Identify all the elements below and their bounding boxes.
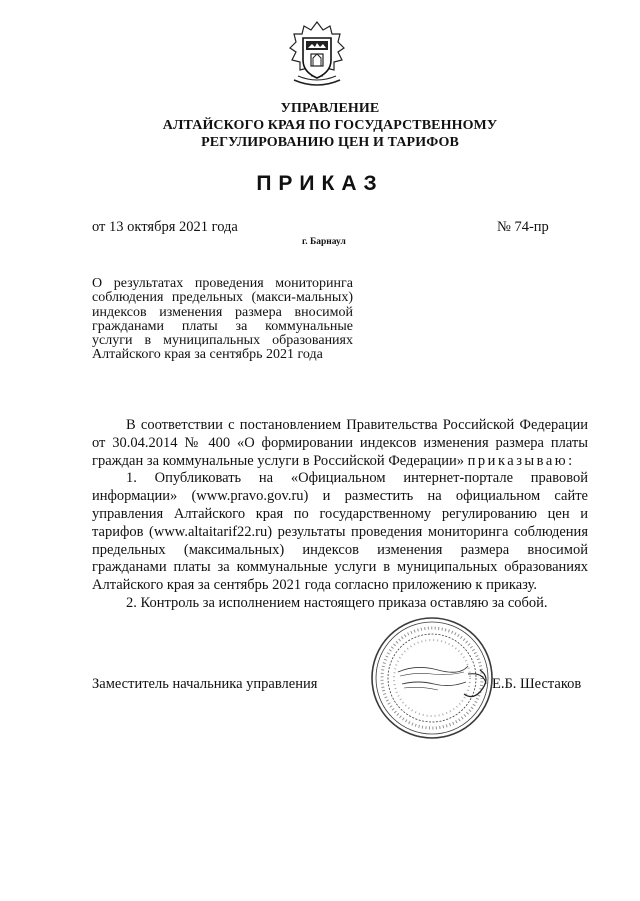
body-item-1: 1. Опубликовать на «Официальном интернет-портале правовой информации» (www.pravo.gov.ru) и разместить на официальном сайте управления Алтайского края по государственному регулированию цен и тарифов (www.altaitarif22.ru) результаты проведения мониторинга соблюдения предельных (максимальных) индексов изменения размера вносимой гражданами платы за коммунальные услуги в муниципальных образованиях Алтайского края за сентябрь 2021 года согласно приложению к приказу. bbox=[92, 470, 588, 594]
document-number: № 74-пр bbox=[497, 219, 549, 235]
org-line-2: АЛТАЙСКОГО КРАЯ ПО ГОСУДАРСТВЕННОМУ bbox=[162, 118, 498, 133]
body-preamble bbox=[92, 417, 588, 470]
document-body bbox=[92, 417, 588, 613]
document-date: от 13 октября 2021 года bbox=[92, 219, 238, 235]
order-word: приказываю: bbox=[467, 452, 575, 469]
preamble-text: В соответствии с постановлением Правительства Российской Федерации от 30.04.2014 № 400 «О формировании индексов изменения размера платы граждан за коммунальные услуги в Российской Федерации» bbox=[92, 417, 588, 469]
organization-name bbox=[100, 100, 560, 151]
org-line-1: УПРАВЛЕНИЕ bbox=[280, 101, 380, 116]
body-item-2: 2. Контроль за исполнением настоящего приказа оставляю за собой. bbox=[126, 594, 548, 611]
org-line-3: РЕГУЛИРОВАНИЮ ЦЕН И ТАРИФОВ bbox=[201, 135, 459, 150]
document-type-title: ПРИКАЗ bbox=[256, 172, 384, 195]
signatory-name: Е.Б. Шестаков bbox=[492, 676, 582, 692]
coat-of-arms-emblem bbox=[286, 20, 348, 92]
document-city: г. Барнаул bbox=[302, 237, 346, 247]
document-subject: О результатах проведения мониторинга соблюдения предельных (макси-мальных) индексов изменения размера вносимой гражданами платы за коммунальные услуги в муниципальных образованиях Алтайского края за сентябрь 2021 года bbox=[92, 276, 353, 363]
official-stamp bbox=[368, 614, 496, 742]
signatory-position: Заместитель начальника управления bbox=[92, 676, 318, 692]
